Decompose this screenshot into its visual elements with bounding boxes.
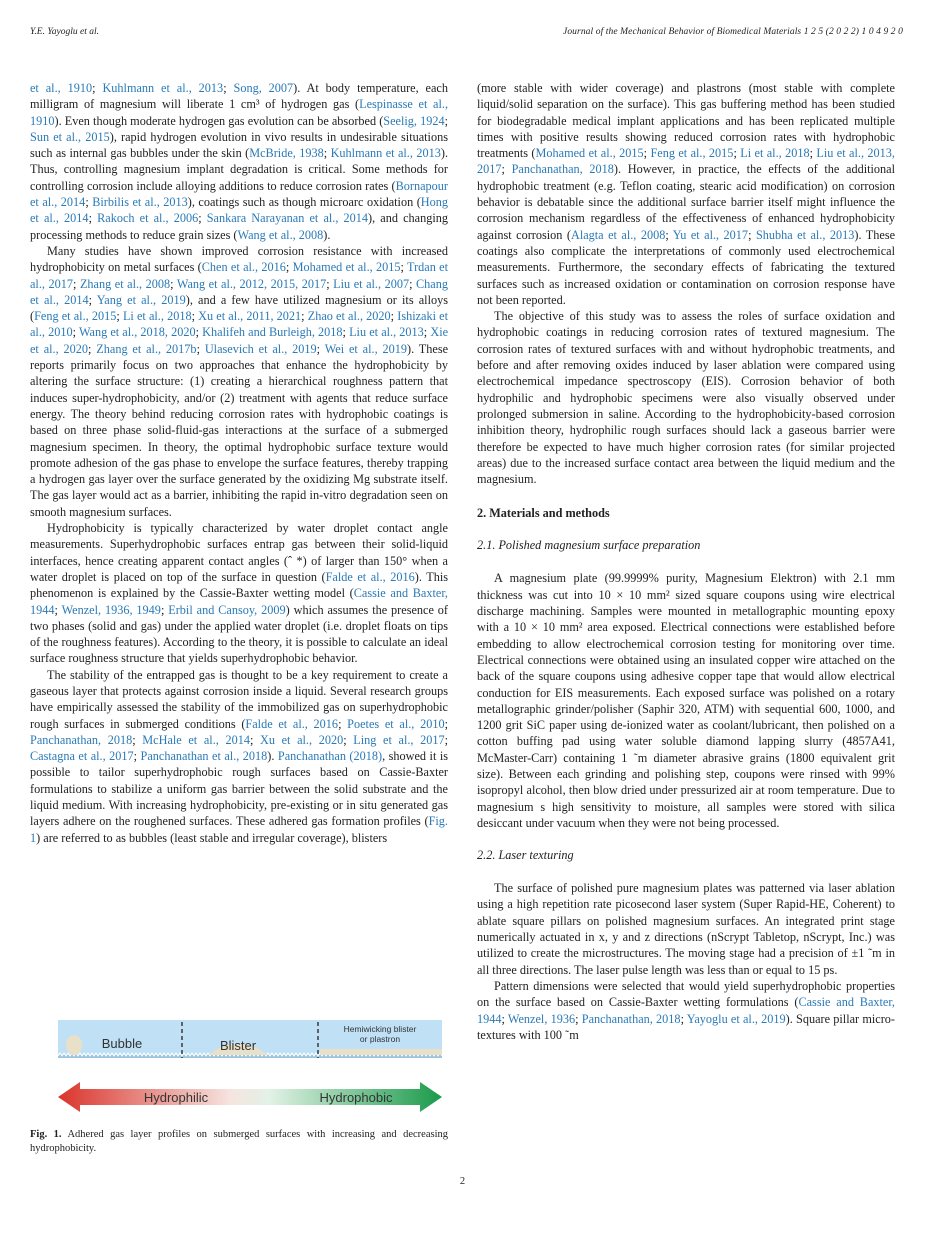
text-run: The stability of the entrapped gas is thought to be a key requirement to create a gaseous layer that protects against corrosion inside a liquid. Several research groups have empirically assessed the stability of the immobilized gas on superhydrophobic rough surfaces in submerged conditions (: [30, 667, 448, 731]
text-run: ). These reports primarily focus on two approaches that enhance the hydrophobicity by altering the surface structure: (1) creating a hierarchical roughness pattern that induces super-hydrophobicity, and/or (2) treatment with agents that reduce surface energy. The theory behind reducing corrosion rates with hydrophobic coatings is based on three phase solid-fluid-gas interactions at the surface of a submerged magnesium specimen. In theory, the optimal hydrophobic surface texture would promote adhesion of the gas phase to envelope the surface features, thereby trapping a hydrogen gas layer over the surface generated by the oxidizing Mg substrate itself. The gas layer would act as a barrier, inhibiting the rapid in-vitro degradation seen on smooth magnesium surfaces.: [30, 341, 449, 519]
text-run: ;: [643, 146, 651, 161]
figure-caption: [30, 1128, 448, 1156]
citation-link[interactable]: Liu et al., 2007: [333, 276, 410, 291]
figure-1-gas-profiles: [58, 1020, 442, 1115]
citation-link[interactable]: Khalifeh and Burleigh, 2018: [202, 325, 343, 340]
citation-link[interactable]: Wenzel, 1936, 1949: [61, 602, 161, 617]
citation-link[interactable]: Panchanathan, 2018: [30, 732, 133, 747]
text-run: ;: [73, 276, 80, 291]
text-run: ;: [326, 276, 334, 291]
label-blister: Blister: [219, 1038, 257, 1053]
citation-link[interactable]: Wang et al., 2008: [237, 227, 324, 242]
paragraph: [30, 243, 448, 520]
citation-link[interactable]: Chen et al., 2016: [201, 260, 286, 275]
citation-link[interactable]: Liu et al., 2013, 2017: [477, 146, 895, 177]
citation-link[interactable]: Falde et al., 2016: [325, 569, 415, 584]
text-run: ). Even though moderate hydrogen gas evolution can be absorbed (: [54, 113, 384, 128]
text-run: (more stable with wider coverage) and plastrons (most stable with complete liquid/solid separation on the surface). This gas buffering method has been studied for biodegradable medical implant applications and has been replicated multiple times with positive results showing reduced corrosion rates with hydrophobic treatments (: [477, 81, 895, 161]
citation-link[interactable]: Kuhlmann et al., 2013: [330, 146, 441, 161]
text-run: ;: [501, 1011, 508, 1026]
label-hydrophobic: Hydrophobic: [319, 1090, 393, 1105]
running-header-authors: Y.E. Yayoglu et al.: [30, 27, 99, 37]
text-run: ), and a few have utilized magnesium or its alloys (: [30, 292, 448, 324]
citation-link[interactable]: Kuhlmann et al., 2013: [102, 81, 224, 95]
text-run: ). This phenomenon is explained by the Cassie-Baxter wetting model (: [30, 569, 448, 601]
citation-link[interactable]: Zhang et al., 2008: [79, 276, 171, 291]
plastron-shape: [320, 1049, 442, 1055]
citation-link[interactable]: Bornapour et al., 2014: [30, 178, 448, 210]
label-hydrophilic: Hydrophilic: [143, 1090, 209, 1105]
citation-link[interactable]: Li et al., 2018: [740, 146, 810, 161]
citation-link[interactable]: Mohamed et al., 2015: [535, 146, 644, 161]
citation-link[interactable]: Feng et al., 2015: [650, 146, 734, 161]
text-run: A magnesium plate (99.9999% purity, Magnesium Elektron) with 2.1 mm thickness was cut into 10 × 10 mm² sized square coupons using wire electrical discharge machining. Samples were mounted in metallographic mounting epoxy with a 10 × 10 mm² area exposed. Electrical connections were established before embedding to allow electrochemical corrosion testing for monitoring over time. Electrical connections were obtained using an insulated copper wire attached on the back of the square coupons using adhesive copper tape that would allow electrical conduction for EIS measurements. Each exposed surface was polished on a rotary metallographic grinder/polisher (Saphir 320, ATM) with sequential 600, 1000, and 1200 grit SiC paper using de-ionized water as coolant/lubricant, then polished on a cotton buffing pad using water soluble diamond lapping slurry (4857A41, McMaster-Carr) containing 1 ˜m diameter abrasive grains (1800 equivalent grit size). Between each grinding and polishing step, coupons were rinsed with 99% isopropyl alcohol, then blow dried under pressurized air at room temperature. Due to magnesium s high sensitivity to moisture, all samples were stored with silica desiccant under vacuum when they were not being processed.: [477, 571, 895, 830]
citation-link[interactable]: Falde et al., 2016: [245, 716, 339, 731]
citation-link[interactable]: Zhao et al., 2020: [307, 309, 391, 324]
citation-link[interactable]: Alagta et al., 2008: [570, 227, 666, 242]
citation-link[interactable]: Xu et al., 2011, 2021: [198, 309, 302, 324]
text-run: ;: [196, 341, 205, 356]
citation-link[interactable]: Ishizaki et al., 2010: [30, 309, 449, 340]
text-run: ), coatings such as though microarc oxidation (: [187, 195, 421, 210]
text-run: The surface of polished pure magnesium plates was patterned via laser ablation using a high repetition rate picosecond laser system (Super Rapid-HE, Coherent) to ablate square pillars on polished magnesium surfaces. An integrated print stage numerically actuated in x, y and z directions (nScrypt Tabletop, nScrypt, Inc.) was utilized to create the microstructures. The moving stage had a precision of ±1 ˜m in all three directions. The laser pulse length was less than or equal to 15 ps.: [477, 881, 895, 977]
citation-link[interactable]: Ling et al., 2017: [353, 732, 445, 747]
text-run: ;: [665, 227, 673, 242]
text-run: ;: [191, 309, 199, 324]
citation-link[interactable]: Xie et al., 2020: [30, 325, 449, 356]
paragraph: [477, 570, 895, 831]
citation-link[interactable]: McBride, 1938: [249, 146, 324, 161]
citation-link[interactable]: Rakoch et al., 2006: [97, 211, 199, 226]
text-run: ;: [444, 732, 449, 747]
label-plastron-2: or plastron: [359, 1034, 401, 1044]
caption-text: Adhered gas layer profiles on submerged surfaces with increasing and decreasing hydrophobicity.: [30, 1129, 448, 1154]
citation-link[interactable]: Yu et al., 2017: [672, 227, 749, 242]
citation-link[interactable]: Castagna et al., 2017: [30, 749, 134, 764]
text-run: Pattern dimensions were selected that would yield superhydrophobic properties on the surface based on Cassie-Baxter wetting formulations (: [477, 978, 895, 1010]
citation-link[interactable]: Wang et al., 2012, 2015, 2017: [176, 276, 327, 291]
citation-link[interactable]: Sun et al., 2015: [30, 129, 110, 144]
citation-link[interactable]: Wang et al., 2018, 2020: [78, 325, 196, 340]
text-run: ;: [195, 325, 203, 340]
text-run: ;: [170, 276, 177, 291]
text-run: ).: [267, 749, 278, 764]
paragraph: [30, 80, 448, 243]
text-run: ). These coatings also complicate the interpretations of commonly used electrochemical measurements. Furthermore, the secondary effects of fabricating the textured surfaces such as increased oxidation or contamination on corrosion response have not been reported.: [477, 227, 896, 307]
paragraph: [477, 978, 895, 1043]
text-run: ;: [88, 341, 97, 356]
section-heading: 2. Materials and methods: [477, 506, 610, 521]
text-run: ;: [680, 1011, 687, 1026]
citation-link[interactable]: Poetes et al., 2010: [347, 716, 445, 731]
citation-link[interactable]: Panchanathan, 2018: [511, 162, 614, 177]
text-run: ;: [409, 276, 417, 291]
text-run: ;: [343, 732, 354, 747]
text-run: ;: [88, 211, 98, 226]
citation-link[interactable]: Zhang et al., 2017b: [96, 341, 197, 356]
caption-label: Fig. 1.: [30, 1129, 62, 1140]
citation-link[interactable]: Song, 2007: [233, 81, 294, 95]
text-run: ;: [323, 146, 331, 161]
citation-link[interactable]: Feng et al., 2015: [34, 309, 117, 324]
text-run: ;: [733, 146, 741, 161]
left-column: [30, 80, 448, 846]
text-run: ;: [316, 341, 325, 356]
citation-link[interactable]: Liu et al., 2013: [349, 325, 424, 340]
text-run: ;: [809, 146, 817, 161]
citation-link[interactable]: Lespinasse et al., 1910: [30, 97, 449, 128]
citation-link[interactable]: Yayoglu et al., 2019: [686, 1011, 786, 1026]
citation-link[interactable]: Mohamed et al., 2015: [292, 260, 401, 275]
text-run: ;: [444, 113, 448, 128]
text-run: ;: [301, 309, 308, 324]
citation-link[interactable]: McHale et al., 2014: [142, 732, 250, 747]
subsection-heading: 2.1. Polished magnesium surface preparation: [477, 538, 701, 553]
text-run: ). However, in practice, the effects of the additional hydrophobic treatment (e.g. Teflon coating, stearic acid modification) on corrosion behavior is debatable since the additional surface barrier itself might influence the corrosion mechanism regardless of the effectiveness of enhanced hydrophobicity against corrosion (: [477, 162, 895, 242]
paragraph: [477, 880, 895, 978]
text-run: Many studies have shown improved corrosion resistance with increased hydrophobicity on metal surfaces (: [30, 243, 448, 275]
right-column: [477, 80, 895, 1043]
text-run: ).: [323, 227, 331, 242]
citation-link[interactable]: Yang et al., 2019: [96, 292, 186, 307]
text-run: ;: [249, 732, 260, 747]
text-run: , showed it is possible to tailor superhydrophobic rough surfaces based on Cassie-Baxter formulations to stabilize a uniform gas barrier between the solid substrate and the liquid medium. With increasing hydrophobicity, pre-existing or in situ generated gas layers adhere on the roughened surfaces. These adhered gas formation profiles (: [30, 749, 448, 829]
text-run: ;: [116, 309, 123, 324]
text-run: ;: [72, 325, 79, 340]
text-run: ;: [575, 1011, 582, 1026]
citation-link[interactable]: Wei et al., 2019: [324, 341, 407, 356]
text-run: ). Square pillar micro-textures with 100 ˜m: [477, 1011, 895, 1042]
text-run: ;: [198, 211, 207, 226]
citation-link[interactable]: et al., 1910: [30, 81, 93, 95]
citation-link[interactable]: Cassie and Baxter, 1944: [477, 995, 895, 1026]
subsection-heading: 2.2. Laser texturing: [477, 848, 574, 863]
citation-link[interactable]: Sankara Narayanan et al., 2014: [206, 211, 369, 226]
citation-link[interactable]: Fig. 1: [30, 814, 448, 845]
citation-link[interactable]: Hong et al., 2014: [30, 195, 449, 226]
text-run: ;: [400, 260, 408, 275]
citation-link[interactable]: Trdan et al., 2017: [30, 260, 448, 291]
text-run: ;: [342, 325, 350, 340]
running-header-journal: Journal of the Mechanical Behavior of Biomedical Materials 1 2 5 (2 0 2 2) 1 0 4 9 2 0: [563, 27, 903, 37]
page-number: 2: [459, 1176, 466, 1187]
text-run: ;: [748, 227, 756, 242]
label-plastron-1: Hemiwicking blister: [343, 1024, 417, 1034]
text-run: ;: [85, 195, 93, 210]
text-run: ;: [338, 716, 348, 731]
citation-link[interactable]: Ulasevich et al., 2019: [204, 341, 317, 356]
paragraph: [477, 308, 895, 487]
text-run: ;: [132, 732, 143, 747]
paragraph: [30, 520, 448, 667]
citation-link[interactable]: Li et al., 2018: [122, 309, 192, 324]
text-run: ;: [501, 162, 512, 177]
text-run: ;: [444, 716, 448, 731]
text-run: ). At body temperature, each milligram of magnesium will liberate 1 cm³ of hydrogen gas (: [30, 81, 448, 112]
text-run: ;: [92, 81, 103, 95]
text-run: ;: [390, 309, 398, 324]
citation-link[interactable]: Cassie and Baxter, 1944: [30, 586, 448, 617]
text-run: ;: [423, 325, 431, 340]
citation-link[interactable]: Panchanathan, 2018: [581, 1011, 681, 1026]
citation-link[interactable]: Chang et al., 2014: [30, 276, 448, 307]
text-run: ;: [160, 602, 169, 617]
text-run: ) are referred to as bubbles (least stable and irregular coverage), blisters: [36, 830, 388, 845]
text-run: ), rapid hydrogen evolution in vivo results in undesirable situations such as internal gas bubbles under the skin (: [30, 129, 448, 161]
text-run: ;: [54, 602, 62, 617]
text-run: ;: [133, 749, 141, 764]
citation-link[interactable]: Wenzel, 1936: [507, 1011, 576, 1026]
text-run: The objective of this study was to assess the roles of surface oxidation and hydrophobic coatings in reducing corrosion rates of textured magnesium. The corrosion rates of textured surfaces with and without hydrophobic treatments, and before and after removing oxides induced by laser ablation were compared using electrochemical impedance spectroscopy (EIS). Corrosion behavior of both hydrophilic and hydrophobic specimens were also visually observed under prolonged submersion in saline. According to the hydrophobicity-based corrosion inhibition theory, hydrophilic rough surfaces should lack a gaseous barrier were therefore be expected to have much higher corrosion rates (for similar projected areas) due to the increased surface contact area between the liquid medium and the magnesium.: [477, 309, 895, 487]
text-run: Hydrophobicity is typically characterized by water droplet contact angle measurements. Superhydrophobic surfaces entrap gas between their solid-liquid interfaces, hence creating apparent contact angles (ˆ *) of larger than 150° when a water droplet is placed on top of the surface in question (: [30, 521, 448, 584]
text-run: ;: [285, 260, 293, 275]
text-run: ). Thus, controlling magnesium implant degradation is critical. Some methods for controlling corrosion include alloying additions to reduce corrosion rates (: [30, 146, 449, 193]
citation-link[interactable]: Panchanathan et al., 2018: [140, 749, 268, 764]
citation-link[interactable]: Birbilis et al., 2013: [92, 195, 188, 210]
citation-link[interactable]: Xu et al., 2020: [260, 732, 344, 747]
label-bubble: Bubble: [101, 1036, 143, 1051]
citation-link[interactable]: Seelig, 1924: [383, 113, 445, 128]
paragraph: [30, 667, 448, 846]
text-run: ;: [223, 81, 234, 95]
text-run: ) which assumes the presence of two phases (solid and gas) under the applied water droplet (i.e. droplet floats on tips of the roughness features). According to the theory, it is possible to calculate an ideal surface roughness structure that yields superhydrophobic behavior.: [30, 602, 449, 666]
paragraph: [477, 80, 895, 308]
citation-link[interactable]: Shubha et al., 2013: [755, 227, 855, 242]
citation-link[interactable]: Erbil and Cansoy, 2009: [168, 602, 286, 617]
bubble-shape: [66, 1035, 82, 1055]
citation-link[interactable]: Panchanathan (2018): [277, 749, 383, 764]
text-run: ;: [88, 292, 97, 307]
text-run: ), and changing processing methods to reduce grain sizes (: [30, 211, 449, 242]
